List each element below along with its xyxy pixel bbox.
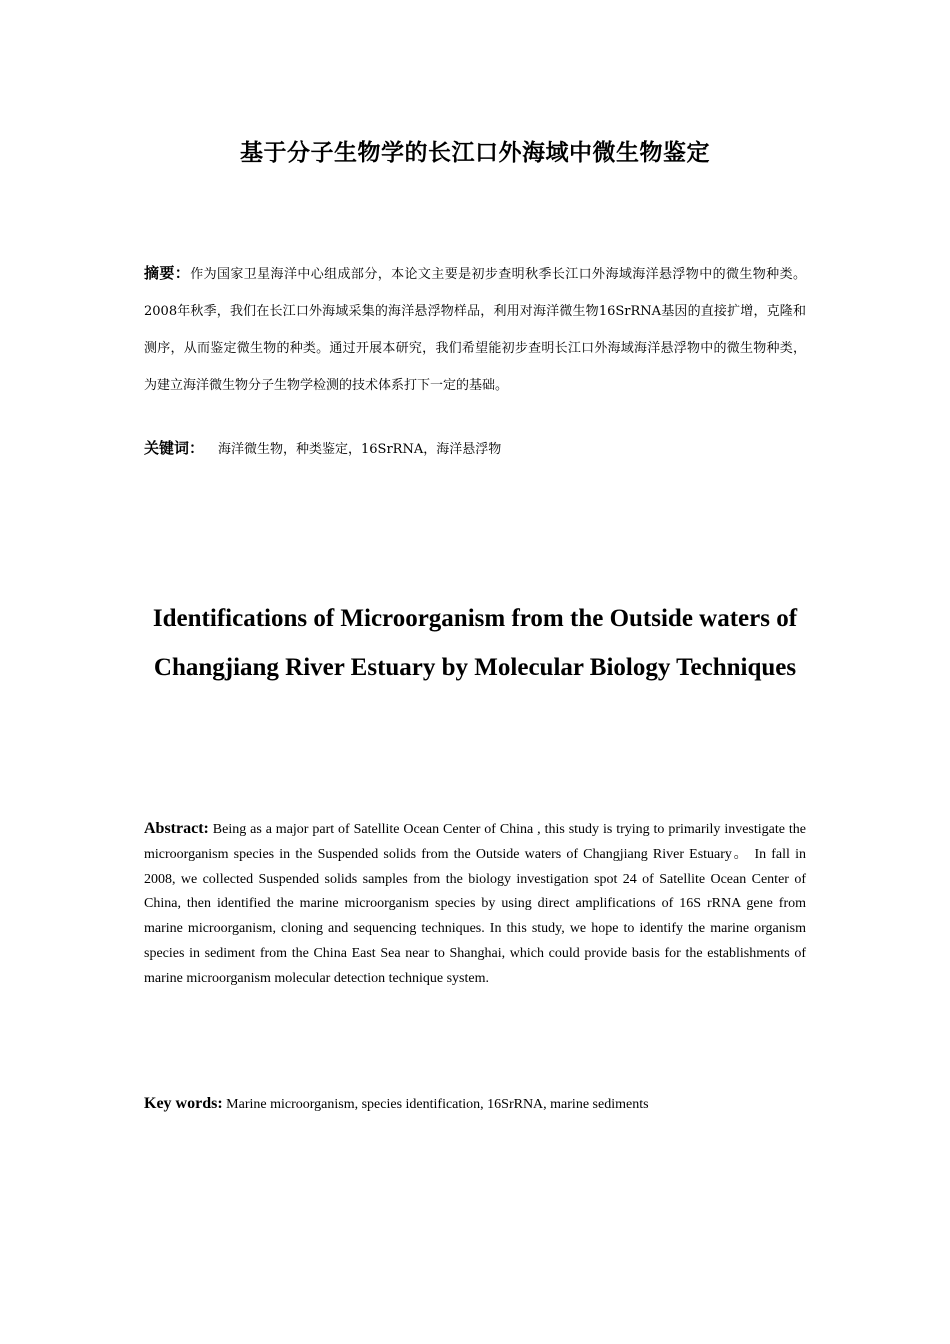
chinese-abstract-text: 作为国家卫星海洋中心组成部分，本论文主要是初步查明秋季长江口外海域海洋悬浮物中的微生物种类。2008年秋季，我们在长江口外海域采集的海洋悬浮物样品，利用对海洋微生物16SrRNA基因的直接扩增，克隆和测序，从而鉴定微生物的种类。通过开展本研究，我们希望能初步查明长江口外海域海洋悬浮物中的微生物种类，为建立海洋微生物分子生物学检测的技术体系打下一定的基础。: [144, 267, 806, 393]
english-abstract: [144, 817, 806, 992]
english-title: [0, 594, 950, 692]
english-title-line-1: Identifications of Microorganism from the Outside waters of: [152, 605, 798, 632]
chinese-keywords: [144, 434, 806, 464]
english-abstract-label: Abstract:: [144, 820, 209, 837]
english-keywords: [144, 1091, 806, 1118]
english-keywords-text: Marine microorganism, species identification, 16SrRNA, marine sediments: [226, 1097, 649, 1112]
chinese-title: 基于分子生物学的长江口外海域中微生物鉴定: [240, 140, 710, 166]
english-title-line-2: Changjiang River Estuary by Molecular Biology Techniques: [153, 654, 797, 681]
chinese-keywords-label: 关键词：: [144, 439, 205, 457]
english-abstract-text: Being as a major part of Satellite Ocean Center of China , this study is trying to primarily investigate the microorganism species in the Suspended solids from the Outside waters of Changjiang River Estuary。 In fall in 2008, we collected Suspended solids samples from the biology investigation spot 24 of Satellite Ocean Center of China, then identified the marine microorganism species by using direct amplifications of 16S rRNA gene from marine microorganism, cloning and sequencing techniques. In this study, we hope to identify the marine organism species in sediment from the China East Sea near to Shanghai, which could provide basis for the establishments of marine microorganism molecular detection technique system.: [144, 822, 806, 986]
chinese-abstract-label: 摘要：: [144, 264, 191, 282]
english-keywords-label: Key words:: [144, 1095, 223, 1112]
chinese-keywords-text: 海洋微生物，种类鉴定，16SrRNA，海洋悬浮物: [218, 442, 502, 457]
chinese-abstract: [144, 255, 806, 404]
